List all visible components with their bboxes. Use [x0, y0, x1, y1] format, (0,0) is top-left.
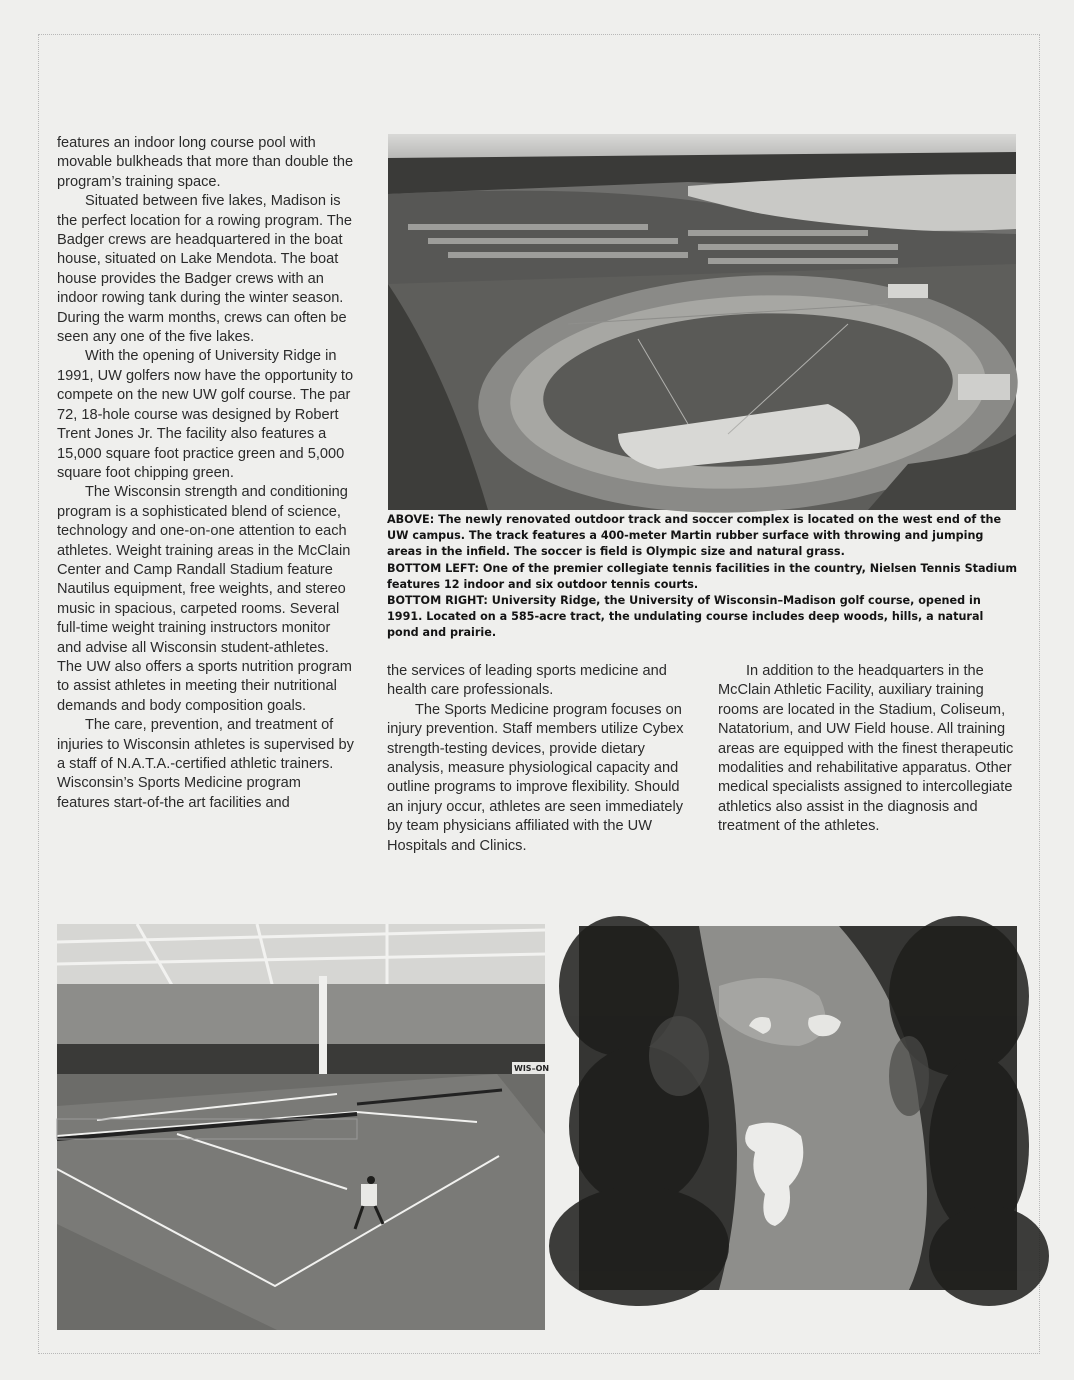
caption-above: ABOVE: The newly renovated outdoor track and soccer complex is located on the west end of the UW campus. The track features a 400-meter Martin rubber surface with throwing and jumping areas in the infield. The soccer is field is Olympic size and natural grass.: [387, 513, 1002, 559]
caption-bottom-left: BOTTOM LEFT: One of the premier collegiate tennis facilities in the country, Nielsen Tennis Stadium features 12 indoor and six outdoor tennis courts.: [387, 561, 1017, 591]
right-paragraph-1: In addition to the headquarters in the McClain Athletic Facility, auxiliary training rooms are located in the Stadium, Coliseum, Natatorium, and UW Field house. All training areas are equipped with the finest therapeutic modalities and rehabilitative apparatus. Other medical specialists assigned to intercollegiate athletics also assist in the diagnosis and treatment of the athletes.: [718, 663, 1014, 835]
left-paragraph-1: features an indoor long course pool with movable bulkheads that more than double the program’s training space.: [57, 135, 354, 190]
photo-captions: [387, 512, 1017, 642]
right-text-column: [718, 662, 1018, 837]
middle-text-column: [387, 662, 687, 856]
tennis-banner-text: WIS–ON: [514, 1064, 550, 1073]
golf-course-photo: [579, 926, 1017, 1290]
left-paragraph-4: The Wisconsin strength and conditioning program is a sophisticated blend of science, technology and one-on-one attention to each athletes. Weight training areas in the McClain Center and Camp Randall Stadium feature Nautilus equipment, free weights, and stereo music in spacious, carpeted rooms. Several full-time weight training instructors monitor and advise all Wisconsin student-athletes. The UW also offers a sports nutrition program to assist athletes in meeting their nutritional demands and body composition goals.: [57, 484, 352, 714]
middle-paragraph-1: the services of leading sports medicine and health care professionals.: [387, 663, 667, 699]
left-paragraph-5: The care, prevention, and treatment of injuries to Wisconsin athletes is supervised by a staff of N.A.T.A.-certified athletic trainers. Wisconsin’s Sports Medicine program features start-of-the art facilities and: [57, 717, 354, 811]
left-paragraph-2: Situated between five lakes, Madison is the perfect location for a rowing program. The Badger crews are headquartered in the boat house, situated on Lake Mendota. The boat house provides the Badger crews with an indoor rowing tank during the winter season. During the warm months, crews can often be seen any one of the five lakes.: [57, 193, 353, 346]
left-text-column: [57, 134, 355, 813]
left-paragraph-3: With the opening of University Ridge in 1991, UW golfers now have the opportunity to compete on the new UW golf course. The par 72, 18-hole course was designed by Robert Trent Jones Jr. The facility also features a 15,000 square foot practice green and 5,000 square foot chipping green.: [57, 348, 354, 481]
caption-bottom-right: BOTTOM RIGHT: University Ridge, the University of Wisconsin–Madison golf course, opened in 1991. Located on a 585-acre tract, the undulating course includes deep woods, hills, a natural pond and prairie.: [387, 594, 984, 640]
middle-paragraph-2: The Sports Medicine program focuses on injury prevention. Staff members utilize Cybex strength-testing devices, provide dietary analysis, measure physiological capacity and outline programs to improve flexibility. Should an injury occur, athletes are seen immediately by team physicians affiliated with the UW Hospitals and Clinics.: [387, 701, 684, 854]
tennis-stadium-photo: [57, 924, 550, 1330]
track-soccer-complex-photo: [388, 134, 1016, 510]
